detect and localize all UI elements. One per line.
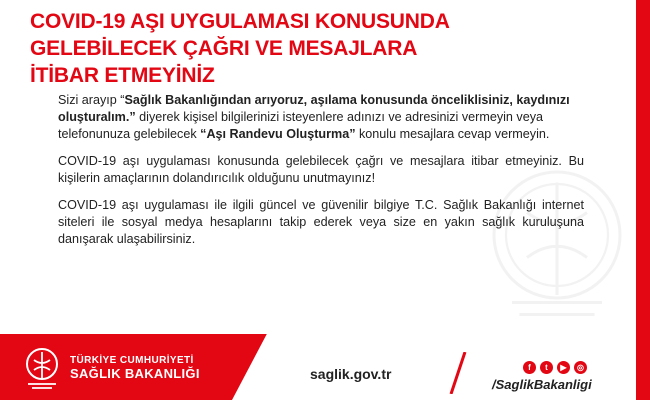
social-icons xyxy=(523,361,587,374)
website-link[interactable]: saglik.gov.tr xyxy=(310,366,392,382)
ministry-emblem-icon xyxy=(22,346,62,390)
ministry-logo xyxy=(22,346,200,390)
p1-tail: konulu mesajlara cevap vermeyin. xyxy=(355,127,550,141)
logo-line-1: TÜRKİYE CUMHURİYETİ xyxy=(70,355,194,366)
twitter-icon[interactable]: t xyxy=(540,361,553,374)
title-line-2: GELEBİLECEK ÇAĞRI VE MESAJLARA xyxy=(30,37,418,60)
logo-text xyxy=(70,355,200,381)
paragraph-3: COVID-19 aşı uygulaması ile ilgili güncel ve güvenilir bilgiye T.C. Sağlık Bakanlığı internet siteleri ile sosyal medya hesaplarını takip ederek veya size en yakın sağlık kuruluşuna danışarak ulaşabilirsiniz. xyxy=(58,198,584,246)
p1-quote-1: Sağlık Bakanlığından arıyoruz, aşılama konusunda önceliklisiniz, kaydınızı oluşturalım.” xyxy=(58,93,570,124)
instagram-icon[interactable]: ◎ xyxy=(574,361,587,374)
paragraph-2: COVID-19 aşı uygulaması konusunda gelebilecek çağrı ve mesajlara itibar etmeyiniz. Bu kişilerin amaçlarının dolandırıcılık olduğunu unutmayınız! xyxy=(58,154,584,185)
logo-line-2: SAĞLIK BAKANLIĞI xyxy=(70,366,200,381)
body-text xyxy=(58,92,584,258)
right-edge-bar xyxy=(636,0,650,400)
footer-divider xyxy=(443,352,473,394)
p1-quote-2: “Aşı Randevu Oluşturma” xyxy=(200,127,356,141)
youtube-icon[interactable]: ▶ xyxy=(557,361,570,374)
social-handle-link[interactable]: /SaglikBakanligi xyxy=(492,377,592,392)
paragraph-1 xyxy=(58,92,584,143)
title-line-1: COVID-19 AŞI UYGULAMASI KONUSUNDA xyxy=(30,10,450,33)
p1-mid: diyerek kişisel bilgilerinizi isteyenlere adınızı ve adresinizi vermeyin veya telefonunuza gelebilecek xyxy=(58,110,544,141)
p1-lead: Sizi arayıp “ xyxy=(58,93,125,107)
title-line-3: İTİBAR ETMEYİNİZ xyxy=(30,64,215,87)
facebook-icon[interactable]: f xyxy=(523,361,536,374)
page-title xyxy=(30,8,550,89)
